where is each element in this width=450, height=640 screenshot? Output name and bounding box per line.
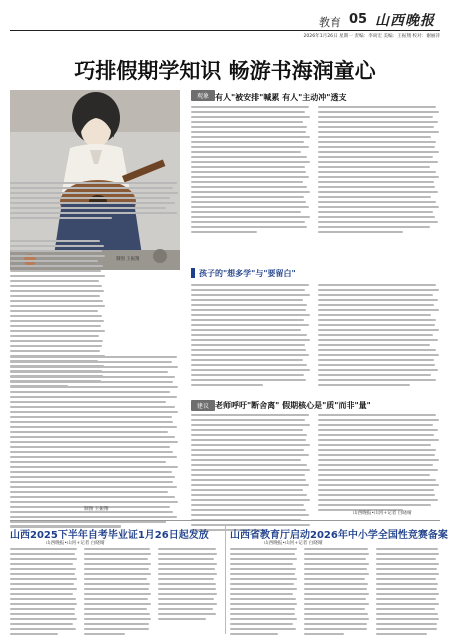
col-b-mid-text [318, 284, 440, 386]
section-two-marker [191, 268, 195, 278]
article-exam-title: 山西2025下半年自考毕业证1月26日起发放 [10, 530, 209, 541]
section-three-subhead: 老师呼吁"断舍离" 假期核心是"质"而非"量" [215, 401, 371, 410]
page-headline: 巧排假期学知识 畅游书海润童心 [74, 58, 376, 83]
col-b-lower-text [318, 414, 440, 511]
section-three-tag: 建议 [191, 400, 215, 411]
article-competition-col1 [230, 548, 298, 635]
col-b-upper-text [318, 106, 440, 233]
newspaper-name: 山西晚报 [375, 13, 435, 29]
col-a-mid-text [191, 284, 311, 386]
col-a-upper-text [191, 106, 311, 233]
feature-subhead: 有人"被安排"喊累 有人"主动冲"透支 [215, 93, 347, 102]
exam-illustration-credit: 制图 王振翔 [84, 507, 109, 512]
masthead-rule [10, 30, 440, 31]
left-col-lower-text [10, 356, 180, 528]
article-competition-byline: 山西晚报•山河+记者 白晓晴 [264, 541, 323, 546]
col-a-lower-text [191, 414, 311, 531]
article-exam-col3 [158, 548, 218, 620]
bottom-section-divider [10, 520, 440, 521]
section-name: 教育 [319, 16, 341, 29]
section-three-credit: 山西晚报•山河+记者 白晓晴 [353, 511, 412, 516]
article-exam-col1 [10, 548, 78, 635]
article-exam-byline: 山西晚报•山河+记者 白晓晴 [46, 541, 105, 546]
article-competition-title: 山西省教育厅启动2026年中小学全国性竞赛备案 [230, 530, 448, 541]
feature-tag: 观象 [191, 90, 215, 101]
page-number: 05 [349, 12, 368, 27]
illustration-credit: 制图 王振翔 [116, 257, 140, 262]
dateline: 2026年1月26日 星期一 责编：李尚宏 美编：王振翔 校对：谢丽萍 [303, 34, 440, 39]
bottom-articles-divider [225, 524, 226, 634]
article-competition-col2 [304, 548, 370, 635]
article-exam-col2 [84, 548, 152, 635]
section-two-subhead: 孩子的"想多学"与"要留白" [199, 269, 296, 278]
feature-intro-text [10, 182, 180, 219]
article-competition-col3 [376, 548, 440, 635]
